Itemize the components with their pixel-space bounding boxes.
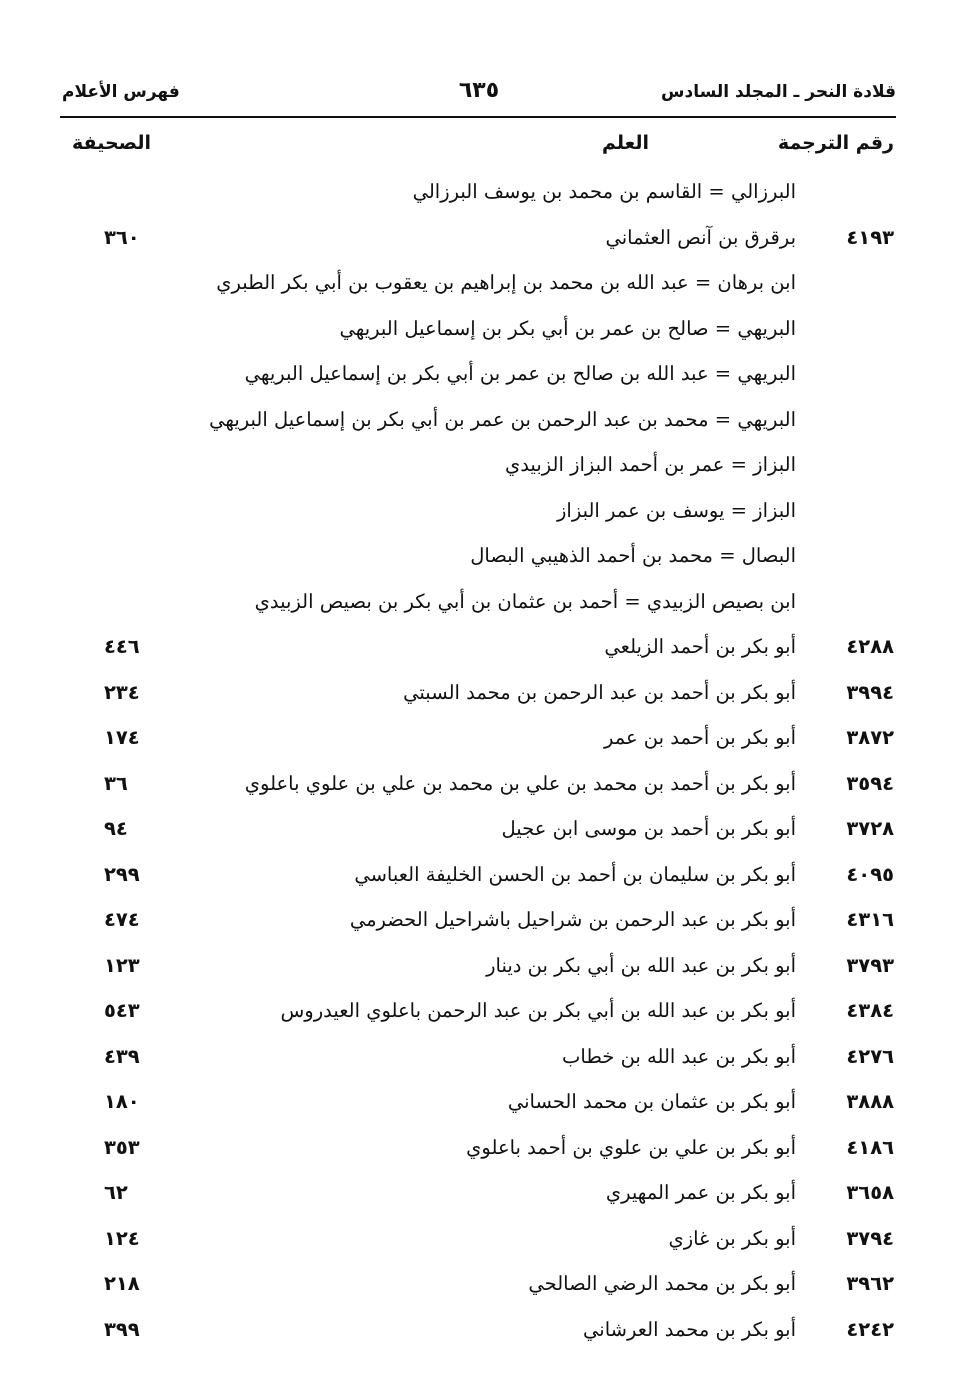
entry-number: ٣٩٦٢	[846, 1272, 894, 1295]
entry-page: ٢٩٩	[104, 862, 140, 886]
entry-number: ٣٩٩٤	[846, 680, 894, 704]
entry-page: ٢٣٤	[104, 680, 140, 704]
entry-number: ٣٥٩٤	[846, 771, 894, 795]
entry-name: البريهي = عبد الله بن صالح بن عمر بن أبي بكر بن إسماعيل البريهي	[244, 362, 796, 385]
entry-name: أبو بكر بن أحمد الزيلعي	[604, 635, 796, 658]
index-entry	[0, 1310, 956, 1356]
index-entry	[0, 309, 956, 355]
index-entry	[0, 172, 956, 218]
index-entry	[0, 1173, 956, 1219]
index-entry	[0, 1264, 956, 1310]
entry-name: أبو بكر بن أحمد بن محمد بن علي بن محمد بن علي بن علوي باعلوي	[244, 771, 796, 795]
entry-page: ١٢٣	[104, 953, 140, 977]
entry-page: ١٨٠	[104, 1090, 140, 1113]
index-entry	[0, 1128, 956, 1174]
index-entries	[0, 172, 956, 1355]
entry-page: ٣٩٩	[104, 1317, 140, 1341]
index-entry	[0, 1082, 956, 1128]
book-title: قلادة النحر ـ المجلد السادس	[661, 82, 896, 102]
header-rule	[60, 116, 896, 118]
entry-name: ابن بصيص الزبيدي = أحمد بن عثمان بن أبي بكر بن بصيص الزبيدي	[254, 589, 796, 613]
entry-name: البرزالي = القاسم بن محمد بن يوسف البرزالي	[412, 180, 796, 203]
page-number: ٦٣٥	[458, 78, 500, 103]
entry-page: ٣٦	[104, 771, 128, 795]
entry-page: ٣٥٣	[104, 1135, 140, 1159]
index-entry	[0, 582, 956, 628]
entry-name: البزاز = يوسف بن عمر البزاز	[557, 498, 796, 522]
entry-number: ٣٧٩٣	[846, 953, 894, 977]
entry-page: ٤٧٤	[104, 908, 140, 931]
index-entry	[0, 354, 956, 400]
index-entry	[0, 263, 956, 309]
column-header-name: العلم	[601, 132, 649, 154]
column-headers	[62, 132, 894, 166]
index-entry	[0, 718, 956, 764]
entry-number: ٤٠٩٥	[846, 862, 894, 886]
entry-name: أبو بكر بن عثمان بن محمد الحساني	[507, 1090, 796, 1113]
entry-name: أبو بكر بن محمد الرضي الصالحي	[528, 1272, 796, 1295]
entry-number: ٤١٨٦	[846, 1135, 894, 1159]
entry-number: ٣٨٨٨	[846, 1090, 894, 1113]
index-entry	[0, 855, 956, 901]
entry-page: ٩٤	[104, 817, 128, 840]
entry-number: ٣٨٧٢	[846, 726, 894, 749]
entry-name: أبو بكر بن عبد الله بن أبي بكر بن دينار	[486, 953, 796, 977]
entry-name: أبو بكر بن عمر المهيري	[605, 1181, 796, 1204]
entry-page: ٦٢	[104, 1181, 128, 1204]
entry-name: أبو بكر بن سليمان بن أحمد بن الحسن الخليفة العباسي	[354, 862, 796, 886]
entry-name: البريهي = صالح بن عمر بن أبي بكر بن إسماعيل البريهي	[339, 316, 796, 340]
entry-name: أبو بكر بن أحمد بن عمر	[603, 726, 796, 749]
entry-page: ١٧٤	[104, 726, 140, 749]
entry-name: أبو بكر بن عبد الرحمن بن شراحيل باشراحيل الحضرمي	[349, 908, 796, 931]
index-entry	[0, 1037, 956, 1083]
entry-name: البزاز = عمر بن أحمد البزاز الزبيدي	[504, 453, 796, 476]
entry-name: برقرق بن آنص العثماني	[605, 225, 796, 249]
entry-name: أبو بكر بن عبد الله بن خطاب	[562, 1044, 796, 1068]
entry-name: أبو بكر بن عبد الله بن أبي بكر بن عبد الرحمن باعلوي العيدروس	[280, 999, 796, 1022]
entry-number: ٤٢٧٦	[846, 1044, 894, 1068]
index-entry	[0, 673, 956, 719]
entry-page: ٥٤٣	[104, 999, 140, 1022]
entry-page: ٢١٨	[104, 1272, 140, 1295]
index-entry	[0, 1219, 956, 1265]
entry-page: ٤٣٩	[104, 1044, 140, 1068]
entry-page: ١٢٤	[104, 1226, 140, 1250]
entry-name: ابن برهان = عبد الله بن محمد بن إبراهيم بن يعقوب بن أبي بكر الطبري	[216, 271, 796, 294]
entry-page: ٣٦٠	[104, 225, 140, 249]
entry-number: ٣٧٩٤	[846, 1226, 894, 1250]
column-header-number: رقم الترجمة	[777, 132, 894, 154]
running-head	[62, 78, 896, 114]
index-entry	[0, 445, 956, 491]
entry-name: البصال = محمد بن أحمد الذهيبي البصال	[470, 544, 796, 567]
index-entry	[0, 400, 956, 446]
index-entry	[0, 991, 956, 1037]
entry-number: ٣٦٥٨	[846, 1181, 894, 1204]
entry-number: ٣٧٢٨	[846, 817, 894, 840]
index-entry	[0, 491, 956, 537]
entry-number: ٤٣٨٤	[846, 999, 894, 1022]
entry-name: أبو بكر بن أحمد بن عبد الرحمن بن محمد السبتي	[403, 680, 796, 704]
section-title: فهرس الأعلام	[62, 82, 180, 102]
index-entry	[0, 627, 956, 673]
index-entry	[0, 218, 956, 264]
entry-name: أبو بكر بن غازي	[668, 1226, 796, 1250]
index-entry	[0, 900, 956, 946]
entry-page: ٤٤٦	[104, 635, 140, 658]
index-entry	[0, 764, 956, 810]
column-header-page: الصحيفة	[72, 132, 152, 154]
entry-number: ٤٢٤٢	[846, 1317, 894, 1341]
index-entry	[0, 946, 956, 992]
index-entry	[0, 536, 956, 582]
entry-name: البريهي = محمد بن عبد الرحمن بن عمر بن أبي بكر بن إسماعيل البريهي	[209, 407, 796, 431]
entry-number: ٤١٩٣	[846, 225, 894, 249]
entry-name: أبو بكر بن محمد العرشاني	[583, 1317, 796, 1341]
entry-number: ٤٢٨٨	[846, 635, 894, 658]
entry-name: أبو بكر بن علي بن علوي بن أحمد باعلوي	[466, 1135, 796, 1159]
entry-number: ٤٣١٦	[846, 908, 894, 931]
index-entry	[0, 809, 956, 855]
entry-name: أبو بكر بن أحمد بن موسى ابن عجيل	[501, 817, 796, 840]
